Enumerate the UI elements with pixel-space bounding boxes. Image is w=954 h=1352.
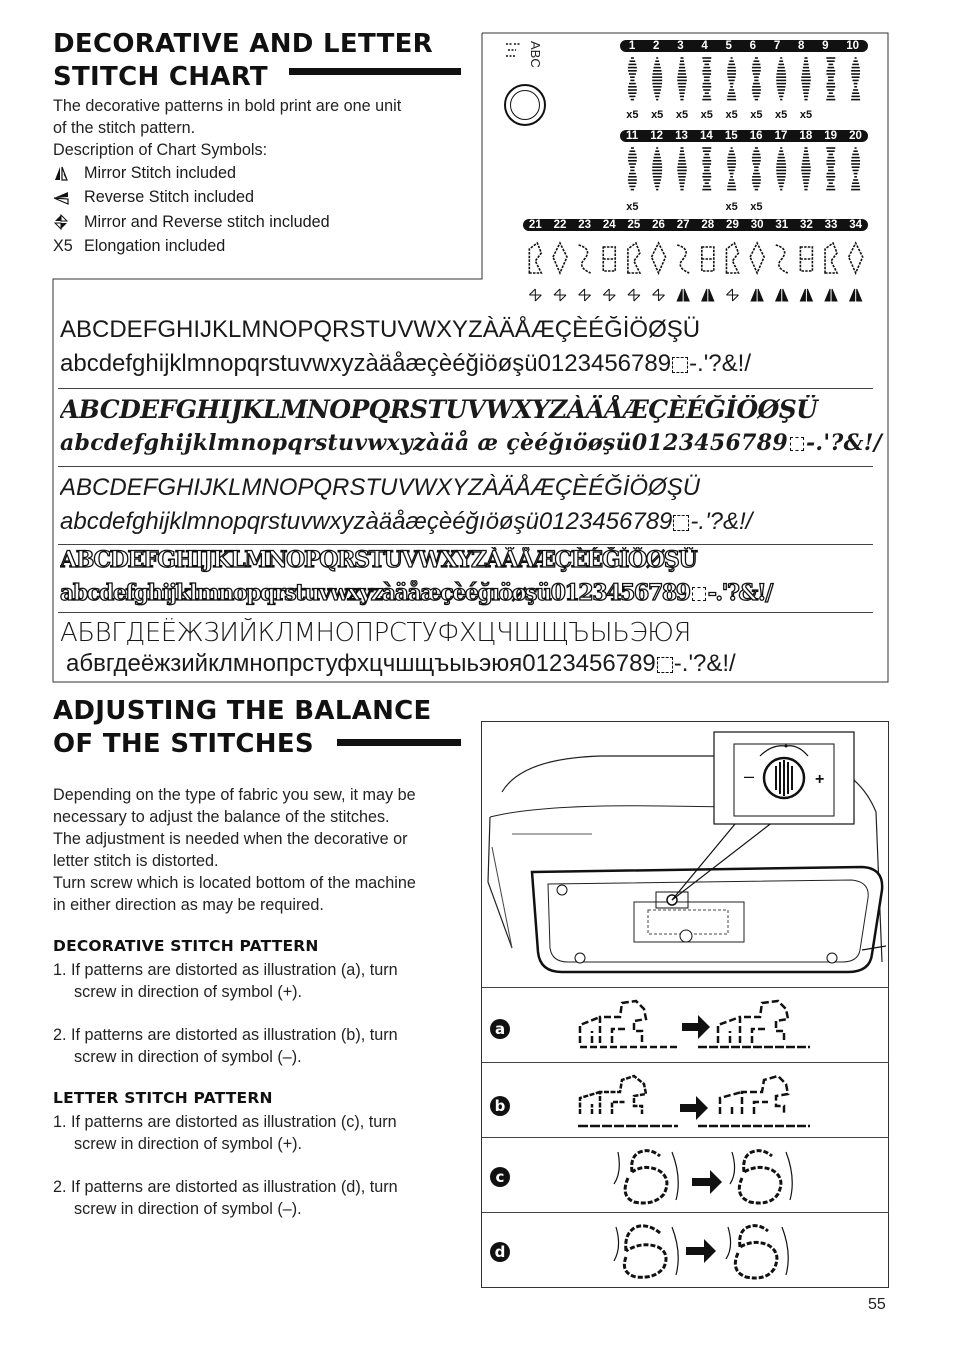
stitch-pattern-icon xyxy=(849,243,863,301)
font2-lower: abcdefghijklmnopqrstuvwxyzàäå æ çèéğıöøşü0123456789 -.'?&!/ xyxy=(60,430,883,456)
stitch-number-14: 14 xyxy=(699,130,713,142)
font-divider-1 xyxy=(58,388,873,389)
label-c: c xyxy=(490,1167,510,1187)
stitch-row1-patterns xyxy=(620,54,868,108)
abc-label: ABC xyxy=(528,41,543,68)
stitch-row1-numbers xyxy=(620,40,868,52)
decorative-list: 1. If patterns are distorted as illustration (a), turn screw in direction of symbol (+). 2. If patterns are distorted as illustration (b), turn screw in direction of symbol (–). xyxy=(53,961,398,1066)
stitch-number-29: 29 xyxy=(726,219,739,231)
illustration-c-sixes xyxy=(610,1142,810,1208)
abc-button xyxy=(502,41,524,81)
stitch-pattern-icon xyxy=(851,148,860,190)
stitch-pattern-icon xyxy=(801,148,811,190)
stitch-pattern-icon xyxy=(628,148,637,190)
stitch-pattern-icon xyxy=(628,243,640,301)
stitch-number-17: 17 xyxy=(774,130,788,142)
stitch-mark xyxy=(645,201,669,213)
stitch-number-4: 4 xyxy=(701,40,708,52)
stitch-mark xyxy=(844,109,868,121)
stitch-number-22: 22 xyxy=(553,219,567,231)
font3-lower: abcdefghijklmnopqrstuvwxyzàäåæçèéğıöøşü0123456789 -.'?&!/ xyxy=(60,508,753,535)
stitch-number-26: 26 xyxy=(652,219,665,231)
stitch-pattern-icon xyxy=(702,58,711,100)
font-divider-2 xyxy=(58,466,873,467)
legend-reverse: Reverse Stitch included xyxy=(53,186,473,211)
stitch-number-13: 13 xyxy=(675,130,688,142)
stitch-number-2: 2 xyxy=(653,40,660,52)
arrow-icon xyxy=(680,1096,708,1120)
stitch-pattern-icon xyxy=(652,148,662,190)
stitch-mark xyxy=(794,201,818,213)
stitch-row1-marks xyxy=(620,109,868,121)
label-a: a xyxy=(490,1019,510,1039)
stitch-pattern-icon xyxy=(726,243,738,301)
stitch-mark xyxy=(670,201,694,213)
stitch-mark: x5 xyxy=(750,201,763,213)
stitch-pattern-icon xyxy=(727,58,736,100)
stitch-pattern-icon xyxy=(702,148,711,190)
stitch-pattern-icon xyxy=(752,148,761,190)
stitch-row3-patterns xyxy=(523,237,868,307)
stitch-number-25: 25 xyxy=(627,219,641,231)
stitch-number-24: 24 xyxy=(602,219,616,231)
stitch-number-5: 5 xyxy=(725,40,732,52)
stitch-pattern-icon xyxy=(800,247,812,301)
stitch-number-15: 15 xyxy=(724,130,738,142)
stitch-pattern-icon xyxy=(603,247,615,301)
label-b: b xyxy=(490,1096,510,1116)
stitch-pattern-icon xyxy=(826,148,835,190)
illus-sep-1 xyxy=(482,987,889,988)
stitch-pattern-icon xyxy=(801,58,811,100)
stitch-number-7: 7 xyxy=(773,40,781,52)
symbols-heading: Description of Chart Symbols: xyxy=(53,141,268,159)
illus-sep-3 xyxy=(482,1137,889,1138)
stitch-number-3: 3 xyxy=(677,40,684,52)
font3-upper: ABCDEFGHIJKLMNOPQRSTUVWXYZÀÄÅÆÇÈÉĞİÖØŞÜ xyxy=(60,474,701,501)
stitch-number-28: 28 xyxy=(701,219,715,231)
stitch-number-19: 19 xyxy=(824,130,838,142)
balance-rule xyxy=(337,739,461,746)
stitch-row2-patterns xyxy=(620,144,868,198)
font4-lower: abcdefghijklmnopqrstuvwxyzàäåæçèéğıöøşü0123456789 -.'?&!/ xyxy=(60,580,772,606)
stitch-mark: x5 xyxy=(799,109,813,121)
arrow-icon xyxy=(692,1170,722,1194)
stitch-number-8: 8 xyxy=(797,40,805,52)
stitch-pattern-icon xyxy=(677,245,689,301)
stitch-pattern-icon xyxy=(677,148,687,190)
font5-upper: АБВГДЕЁЖЗИЙКЛМНОПРСТУФХЦЧШЩЪЫЬЭЮЯ xyxy=(60,618,691,648)
stitch-mark: x5 xyxy=(651,109,664,121)
intro-line-2: of the stitch pattern. xyxy=(53,119,196,137)
stitch-number-1: 1 xyxy=(628,40,636,52)
stitch-mark: x5 xyxy=(626,201,639,213)
stitch-number-6: 6 xyxy=(749,40,757,52)
decorative-heading: DECORATIVE STITCH PATTERN xyxy=(53,937,319,955)
font5-lower: абвгдеёжзийклмнопрстуфхцчшщъыьэюя0123456789 -.'?&!/ xyxy=(66,650,736,677)
stitch-pattern-icon xyxy=(652,58,662,100)
machine-underside-illustration xyxy=(482,722,888,988)
letter-list: 1. If patterns are distorted as illustration (c), turn screw in direction of symbol (+). 2. If patterns are distorted as illustration (d), turn screw in direction of symbol (–). xyxy=(53,1113,398,1218)
stitch-mark: x5 xyxy=(775,109,788,121)
stitch-mark: x5 xyxy=(626,109,639,121)
stitch-number-32: 32 xyxy=(799,219,813,231)
legend-mirror-reverse: Mirror and Reverse stitch included xyxy=(53,210,473,235)
stitch-pattern-icon xyxy=(702,247,714,301)
stitch-number-9: 9 xyxy=(822,40,829,52)
stitch-number-10: 10 xyxy=(846,40,860,52)
stitch-mark: x5 xyxy=(700,109,713,121)
stitch-mark: x5 xyxy=(725,109,738,121)
balance-title-line1: ADJUSTING THE BALANCE xyxy=(53,696,432,726)
chart-title-line2: STITCH CHART xyxy=(53,62,268,92)
stitch-pattern-icon xyxy=(776,245,788,301)
font1-upper: ABCDEFGHIJKLMNOPQRSTUVWXYZÀÄÅÆÇÈÉĞİÖØŞÜ xyxy=(60,316,701,343)
stitch-number-11: 11 xyxy=(626,130,639,142)
stitch-number-30: 30 xyxy=(750,219,764,231)
stitch-pattern-icon xyxy=(776,148,786,190)
stitch-row3-numbers xyxy=(523,219,868,231)
stitch-number-27: 27 xyxy=(676,219,690,231)
label-d: d xyxy=(490,1242,510,1262)
stitch-number-21: 21 xyxy=(528,219,542,231)
arrow-icon xyxy=(686,1239,716,1263)
stitch-row2-marks xyxy=(620,201,868,213)
illustration-a-dogs xyxy=(570,995,820,1059)
balance-title-line2: OF THE STITCHES xyxy=(53,729,314,759)
stitch-pattern-icon xyxy=(652,243,666,301)
font-divider-3 xyxy=(58,544,873,545)
stitch-pattern-icon xyxy=(553,243,567,301)
stitch-number-33: 33 xyxy=(824,219,838,231)
stitch-number-12: 12 xyxy=(650,130,664,142)
font-divider-4 xyxy=(58,612,873,613)
legend-mirror: Mirror Stitch included xyxy=(53,161,473,186)
illustration-b-dogs xyxy=(570,1070,820,1134)
balance-intro: Depending on the type of fabric you sew, it may be necessary to adjust the balance of the stitches. The adjustment is needed when the decorative or letter stitch is distorted. Turn screw which is located bottom of the machine in either direction as may be required. xyxy=(53,786,416,914)
stitch-number-16: 16 xyxy=(749,130,763,142)
stitch-mark: x5 xyxy=(750,109,763,121)
stitch-pattern-icon xyxy=(529,243,541,301)
page-number: 55 xyxy=(868,1296,886,1313)
stitch-pattern-icon xyxy=(628,58,637,100)
font2-upper: ABCDEFGHIJKLMNOPQRSTUVWXYZÀÄÅÆÇÈÉĞİÖØŞÜ xyxy=(60,395,818,424)
stitch-number-34: 34 xyxy=(849,219,863,231)
elongation-code: X5 xyxy=(53,237,73,256)
illustration-d-sixes xyxy=(610,1217,810,1283)
stitch-pattern-icon xyxy=(750,243,764,301)
chart-title-line1: DECORATIVE AND LETTER xyxy=(53,29,433,59)
stitch-pattern-icon xyxy=(826,58,835,100)
stitch-pattern-icon xyxy=(825,243,837,301)
stitch-number-23: 23 xyxy=(578,219,591,231)
font1-lower: abcdefghijklmnopqrstuvwxyzàäåæçèéğiöøşü0123456789 -.'?&!/ xyxy=(60,350,751,377)
stitch-pattern-icon xyxy=(677,58,687,100)
stitch-pattern-icon xyxy=(776,58,786,100)
dial-plus-symbol: + xyxy=(815,771,825,788)
dial-minus-symbol: – xyxy=(744,766,755,786)
stitch-mark: x5 xyxy=(725,201,738,213)
stitch-pattern-icon xyxy=(579,245,591,301)
stitch-pattern-icon xyxy=(752,58,761,100)
intro-line-1: The decorative patterns in bold print are one unit xyxy=(53,97,402,115)
illus-sep-4 xyxy=(482,1212,889,1213)
stitch-mark xyxy=(695,201,719,213)
font4-upper: ABCDEFGHIJKLMNOPQRSTUVWXYZÀÄÅÆÇÈÉĞİÖØŞÜ xyxy=(60,547,697,573)
illus-sep-2 xyxy=(482,1062,889,1063)
stitch-number-31: 31 xyxy=(775,219,789,231)
stitch-number-18: 18 xyxy=(799,130,813,142)
stitch-row2-numbers xyxy=(620,130,868,142)
stitch-mark: x5 xyxy=(675,109,689,121)
stitch-number-20: 20 xyxy=(849,130,862,142)
stitch-mark xyxy=(819,201,843,213)
stitch-pattern-icon xyxy=(851,58,860,100)
stitch-pattern-icon xyxy=(727,148,736,190)
arrow-icon xyxy=(682,1015,710,1039)
legend-elongation: X5 Elongation included xyxy=(53,237,226,256)
letter-heading: LETTER STITCH PATTERN xyxy=(53,1089,273,1107)
stitch-mark xyxy=(769,201,793,213)
stitch-mark xyxy=(819,109,843,121)
abc-dial xyxy=(504,84,546,126)
stitch-mark xyxy=(844,201,868,213)
